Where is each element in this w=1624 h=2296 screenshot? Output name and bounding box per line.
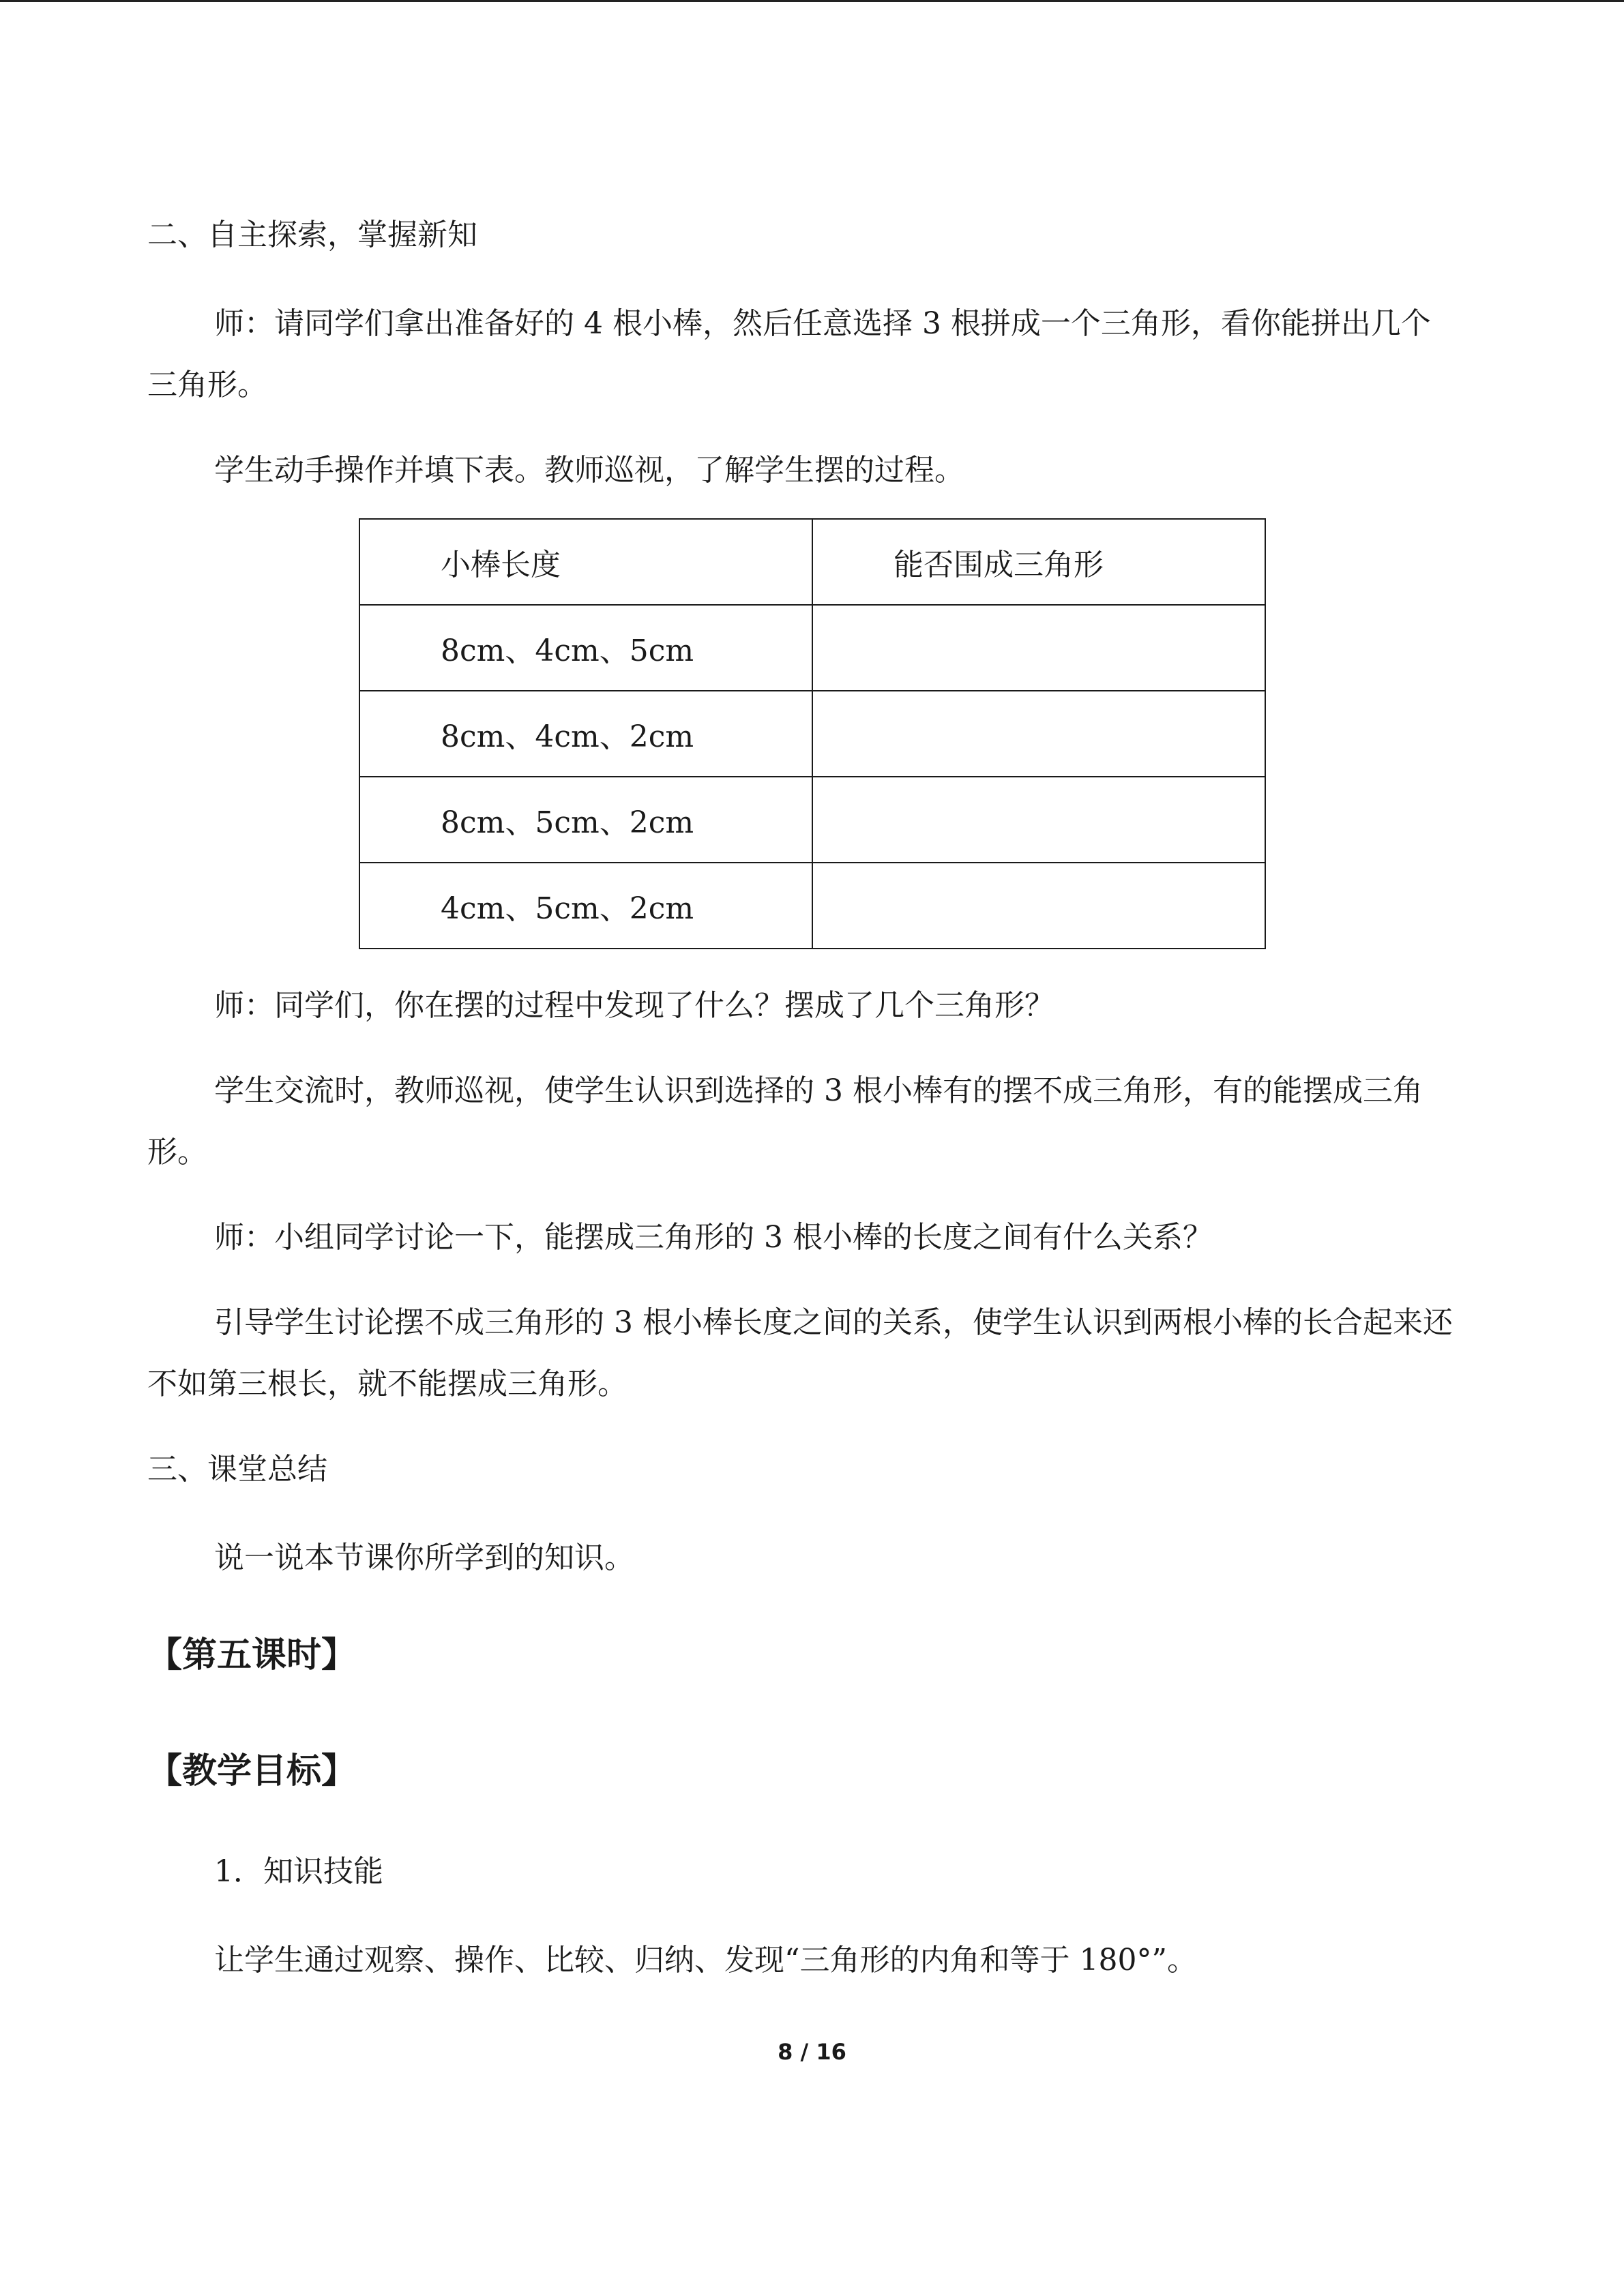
goals-heading: 【教学目标】	[147, 1751, 357, 1791]
paragraph-teacher-instruction: 师：请同学们拿出准备好的 4 根小棒，然后任意选择 3 根拼成一个三角形，看你能拼出几个三角形。	[147, 306, 1431, 402]
table-cell-answer	[812, 777, 1265, 863]
table-header-cell: 小棒长度	[359, 519, 812, 605]
paragraph-guidance: 引导学生讨论摆不成三角形的 3 根小棒长度之间的关系，使学生认识到两根小棒的长合起来还不如第三根长，就不能摆成三角形。	[147, 1305, 1453, 1401]
page-number: 8 / 16	[778, 2039, 846, 2065]
paragraph-summary: 说一说本节课你所学到的知识。	[214, 1540, 634, 1575]
section-heading-summary: 三、课堂总结	[147, 1452, 327, 1487]
table-header-cell: 能否围成三角形	[812, 519, 1265, 605]
goal-label: 1．知识技能	[214, 1854, 383, 1889]
table-cell-answer	[812, 605, 1265, 691]
table-row	[359, 863, 1265, 949]
table-cell-length: 8cm、4cm、2cm	[359, 691, 812, 777]
table-cell-length: 8cm、5cm、2cm	[359, 777, 812, 863]
top-border	[0, 0, 1624, 2]
paragraph-teacher-question: 师：同学们，你在摆的过程中发现了什么？摆成了几个三角形？	[214, 988, 1054, 1023]
table-cell-answer	[812, 691, 1265, 777]
goal-text: 让学生通过观察、操作、比较、归纳、发现“三角形的内角和等于 180°”。	[214, 1943, 1197, 1978]
table-row	[359, 777, 1265, 863]
table-header-row	[359, 519, 1265, 605]
table-row	[359, 691, 1265, 777]
stick-length-table	[359, 518, 1266, 949]
table-cell-length: 8cm、4cm、5cm	[359, 605, 812, 691]
paragraph-student-operation: 学生动手操作并填下表。教师巡视，了解学生摆的过程。	[214, 453, 964, 488]
table-row	[359, 605, 1265, 691]
lesson-heading: 【第五课时】	[147, 1635, 357, 1675]
section-heading-explore: 二、自主探索，掌握新知	[147, 218, 477, 252]
paragraph-student-discussion: 学生交流时，教师巡视，使学生认识到选择的 3 根小棒有的摆不成三角形，有的能摆成三角形。	[147, 1073, 1423, 1169]
table-cell-answer	[812, 863, 1265, 949]
paragraph-group-discussion: 师：小组同学讨论一下，能摆成三角形的 3 根小棒的长度之间有什么关系？	[214, 1220, 1213, 1255]
table-cell-length: 4cm、5cm、2cm	[359, 863, 812, 949]
